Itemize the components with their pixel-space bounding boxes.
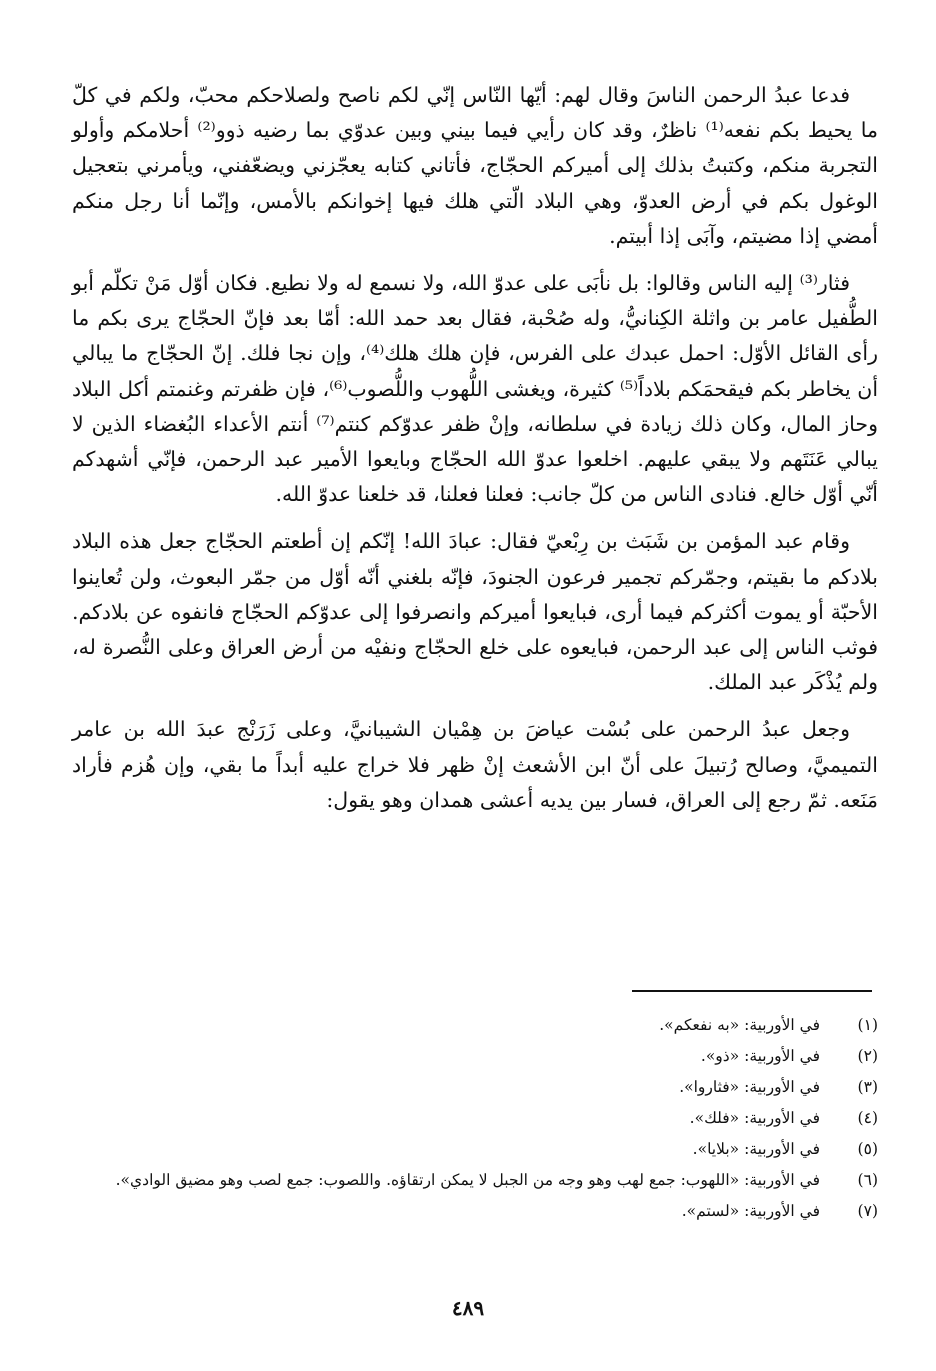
footnote bbox=[72, 1043, 878, 1070]
footnote-number: (٢) bbox=[857, 1047, 878, 1065]
footnote bbox=[72, 1012, 878, 1039]
footnote-divider bbox=[632, 990, 872, 992]
footnote-text: في الأوربية: «ذو». bbox=[700, 1047, 820, 1065]
footnotes bbox=[72, 1012, 878, 1229]
footnote-text: في الأوربية: «اللهوب: جمع لهب وهو وجه من الجبل لا يمكن ارتقاؤه. واللصوب: جمع لصب وهو مضيق الوادي». bbox=[115, 1171, 820, 1189]
footnote-number: (١) bbox=[857, 1016, 878, 1034]
footnote-number: (٧) bbox=[857, 1202, 878, 1220]
footnote-number: (٥) bbox=[857, 1140, 878, 1158]
footnote bbox=[72, 1136, 878, 1163]
paragraph-4: وجعل عبدُ الرحمن على بُسْت عياضَ بن هِمْيان الشيبانيَّ، وعلى زَرَنْج عبدَ الله بن عامر التميميَّ، وصالح رُتبيلَ على أنّ ابن الأشعث إنْ ظهر فلا خراج عليه أبداً ما بقي، وإن هُزم فأراد مَنَعه. ثمّ رجع إلى العراق، فسار بين يديه أعشى همدان وهو يقول: bbox=[72, 717, 878, 812]
footnote-number: (٦) bbox=[857, 1171, 878, 1189]
paragraph-2: فثار⁽³⁾ إليه الناس وقالوا: بل نأبَى على عدوّ الله، ولا نسمع له ولا نطيع. فكان أوّل مَنْ تكلّم أبو الطُّفيل عامر بن واثلة الكِنانيُّ، وله صُحْبة، فقال بعد حمد الله: أمّا بعد فإنّ الحجّاج يرى بكم ما رأى القائل الأوّل: احمل عبدك على الفرس، فإن هلك هلك⁽⁴⁾، وإن نجا فلك. إنّ الحجّاج ما يبالي أن يخاطر بكم فيقحمَكم بلاداً⁽⁵⁾ كثيرة، ويغشى اللُّهوب واللُّصوب⁽⁶⁾، فإن ظفرتم وغنمتم أكل البلاد وحاز المال، وكان ذلك زيادة في سلطانه، وإنْ ظفر عدوّكم كنتم⁽⁷⁾ أنتم الأعداء البُغضاء الذين لا يبالي عَنَتَهم ولا يبقي عليهم. اخلعوا عدوّ الله الحجّاج وبايعوا الأمير عبد الرحمن، فإنّي أشهدكم أنّي أوّل خالع. فنادى الناس من كلّ جانب: فعلنا فعلنا، قد خلعنا عدوّ الله. bbox=[72, 271, 879, 507]
footnote-number: (٤) bbox=[857, 1109, 878, 1127]
main-text bbox=[72, 78, 878, 830]
footnote-text: في الأوربية: «بلايا». bbox=[692, 1140, 820, 1158]
footnote-text: في الأوربية: «به نفعكم». bbox=[659, 1016, 820, 1034]
footnote-number: (٣) bbox=[857, 1078, 878, 1096]
footnote-text: في الأوربية: «فثاروا». bbox=[679, 1078, 820, 1096]
footnote bbox=[72, 1105, 878, 1132]
footnote bbox=[72, 1074, 878, 1101]
footnote bbox=[72, 1198, 878, 1225]
footnote bbox=[72, 1167, 878, 1194]
footnote-text: في الأوربية: «فلك». bbox=[689, 1109, 820, 1127]
footnote-text: في الأوربية: «لستم». bbox=[681, 1202, 820, 1220]
paragraph-1: فدعا عبدُ الرحمن الناسَ وقال لهم: أيّها النّاس إنّي لكم ناصح ولصلاحكم محبّ، ولكم في كلّ ما يحيط بكم نفعه⁽¹⁾ ناظرٌ، وقد كان رأيي فيما بيني وبين عدوّي بما رضيه ذوو⁽²⁾ أحلامكم وأولو التجربة منكم، وكتبتُ بذلك إلى أميركم الحجّاج، فأتاني كتابه يعجّزني ويضعّفني، ويأمرني بتعجيل الوغول بكم في أرض العدوّ، وهي البلاد الّتي هلك فيها إخوانكم بالأمس، وإنّما أنا رجل منكم أمضي إذا مضيتم، وآبَى إذا أبيتم. bbox=[72, 83, 878, 248]
paragraph-3: وقام عبد المؤمن بن شَبَث بن رِبْعيّ فقال: عبادَ الله! إنّكم إن أطعتم الحجّاج جعل هذه البلاد بلادكم ما بقيتم، وجمّركم تجمير فرعون الجنودَ، فإنّه بلغني أنّه أوّل من جمّر البعوث، ولن تُعاينوا الأحبّة أو يموت أكثركم فيما أرى، فبايعوا أميركم وانصرفوا إلى عدوّكم الحجّاج فانفوه عن بلادكم. فوثب الناس إلى عبد الرحمن، فبايعوه على خلع الحجّاج ونفيْه من أرض العراق وعلى النُّصرة له، ولم يُذْكَر عبد الملك. bbox=[72, 529, 878, 695]
page-number: ٤٨٩ bbox=[451, 1296, 485, 1320]
